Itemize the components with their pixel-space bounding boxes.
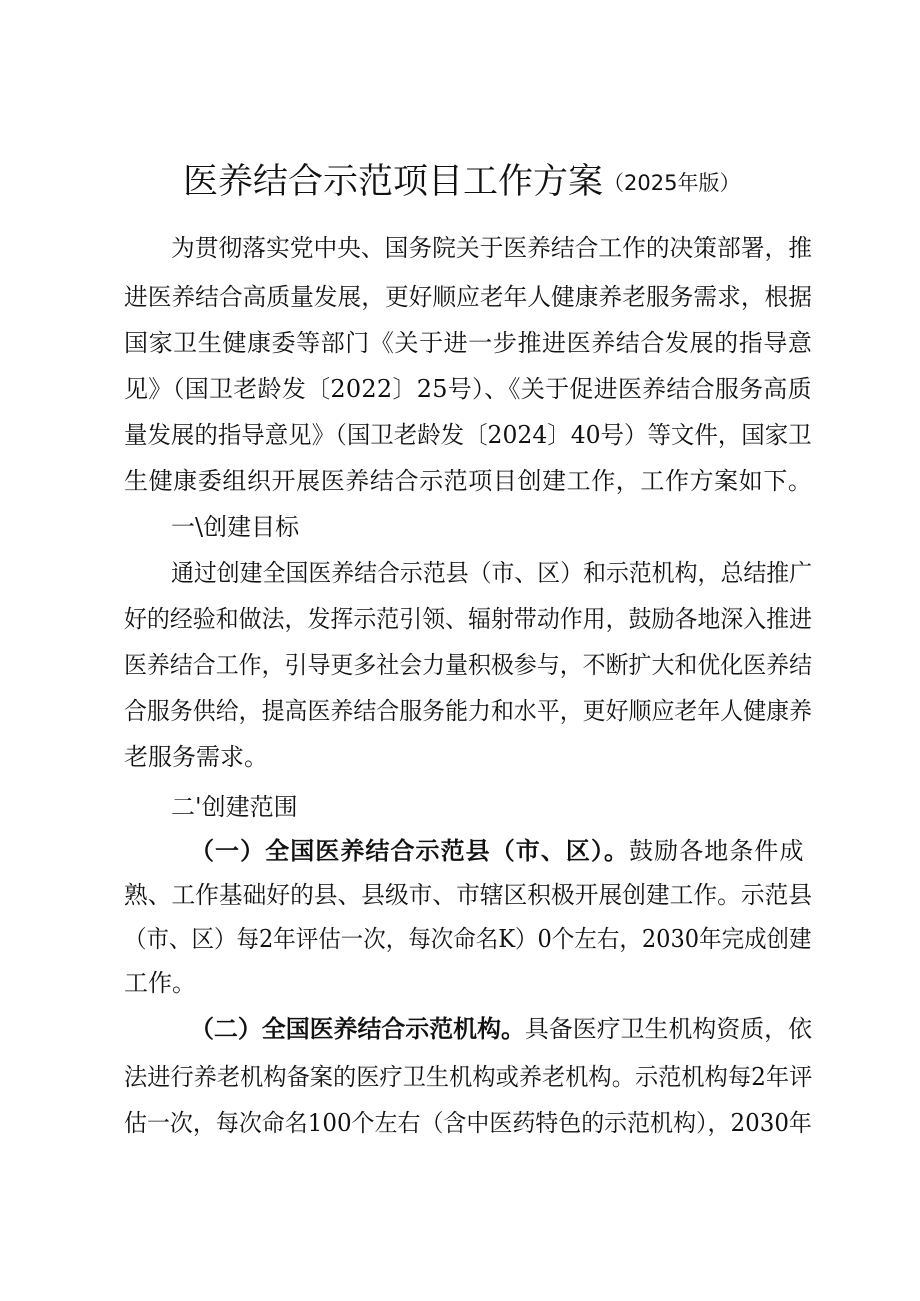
- section1-line-1: 通过创建全国医养结合示范县（市、区）和示范机构，总结推广: [171, 559, 813, 587]
- sub2-line-1: [190, 1014, 812, 1044]
- title-text: 医养结合示范项目工作方案: [183, 162, 604, 202]
- intro-line-3: 国家卫生健康委等部门《关于进一步推进医养结合发展的指导意: [124, 329, 813, 357]
- section1-line-3: 医养结合工作，引导更多社会力量积极参与，不断扩大和优化医养结: [124, 651, 813, 679]
- sub2-line-2: 法进行养老机构备案的医疗卫生机构或养老机构。示范机构每2年评: [124, 1063, 813, 1091]
- intro-line-2: 进医养结合高质量发展，更好顺应老年人健康养老服务需求，根据: [124, 283, 812, 311]
- sub1-line-2: 熟、工作基础好的县、县级市、市辖区积极开展创建工作。示范县: [124, 881, 812, 909]
- sub2-heading: （二）全国医养结合示范机构。: [190, 1015, 525, 1043]
- section-heading-scope: 二'创建范围: [171, 793, 298, 821]
- sub2-line-1-text: 具备医疗卫生机构资质，依: [524, 1015, 813, 1043]
- intro-line-5: 量发展的指导意见》（国卫老龄发〔2024〕40号）等文件，国家卫: [124, 421, 812, 449]
- intro-line-1: 为贯彻落实党中央、国务院关于医养结合工作的决策部署，推: [171, 234, 813, 262]
- intro-line-6: 生健康委组织开展医养结合示范项目创建工作，工作方案如下。: [124, 467, 813, 495]
- section1-line-2: 好的经验和做法，发挥示范引领、辐射带动作用，鼓励各地深入推进: [124, 605, 813, 633]
- sub1-line-3: （市、区）每2年评估一次，每次命名K）0个左右，2030年完成创建: [124, 925, 812, 953]
- document-title: [183, 160, 740, 205]
- section1-line-5: 老服务需求。: [124, 743, 268, 771]
- section1-line-4: 合服务供给，提高医养结合服务能力和水平，更好顺应老年人健康养: [124, 697, 813, 725]
- sub1-line-4: 工作。: [124, 969, 196, 997]
- intro-line-4: 见》（国卫老龄发〔2022〕25号）、《关于促进医养结合服务高质: [124, 375, 812, 403]
- title-version: （2025年版）: [603, 171, 741, 195]
- sub2-line-3: 估一次，每次命名100个左右（含中医药特色的示范机构），2030年: [124, 1109, 812, 1137]
- section-heading-goals: 一\创建目标: [171, 513, 300, 541]
- sub1-heading: （一）全国医养结合示范县（市、区）。: [190, 837, 630, 865]
- sub1-line-1: [190, 836, 805, 866]
- sub1-line-1-text: 鼓励各地条件成: [629, 837, 805, 865]
